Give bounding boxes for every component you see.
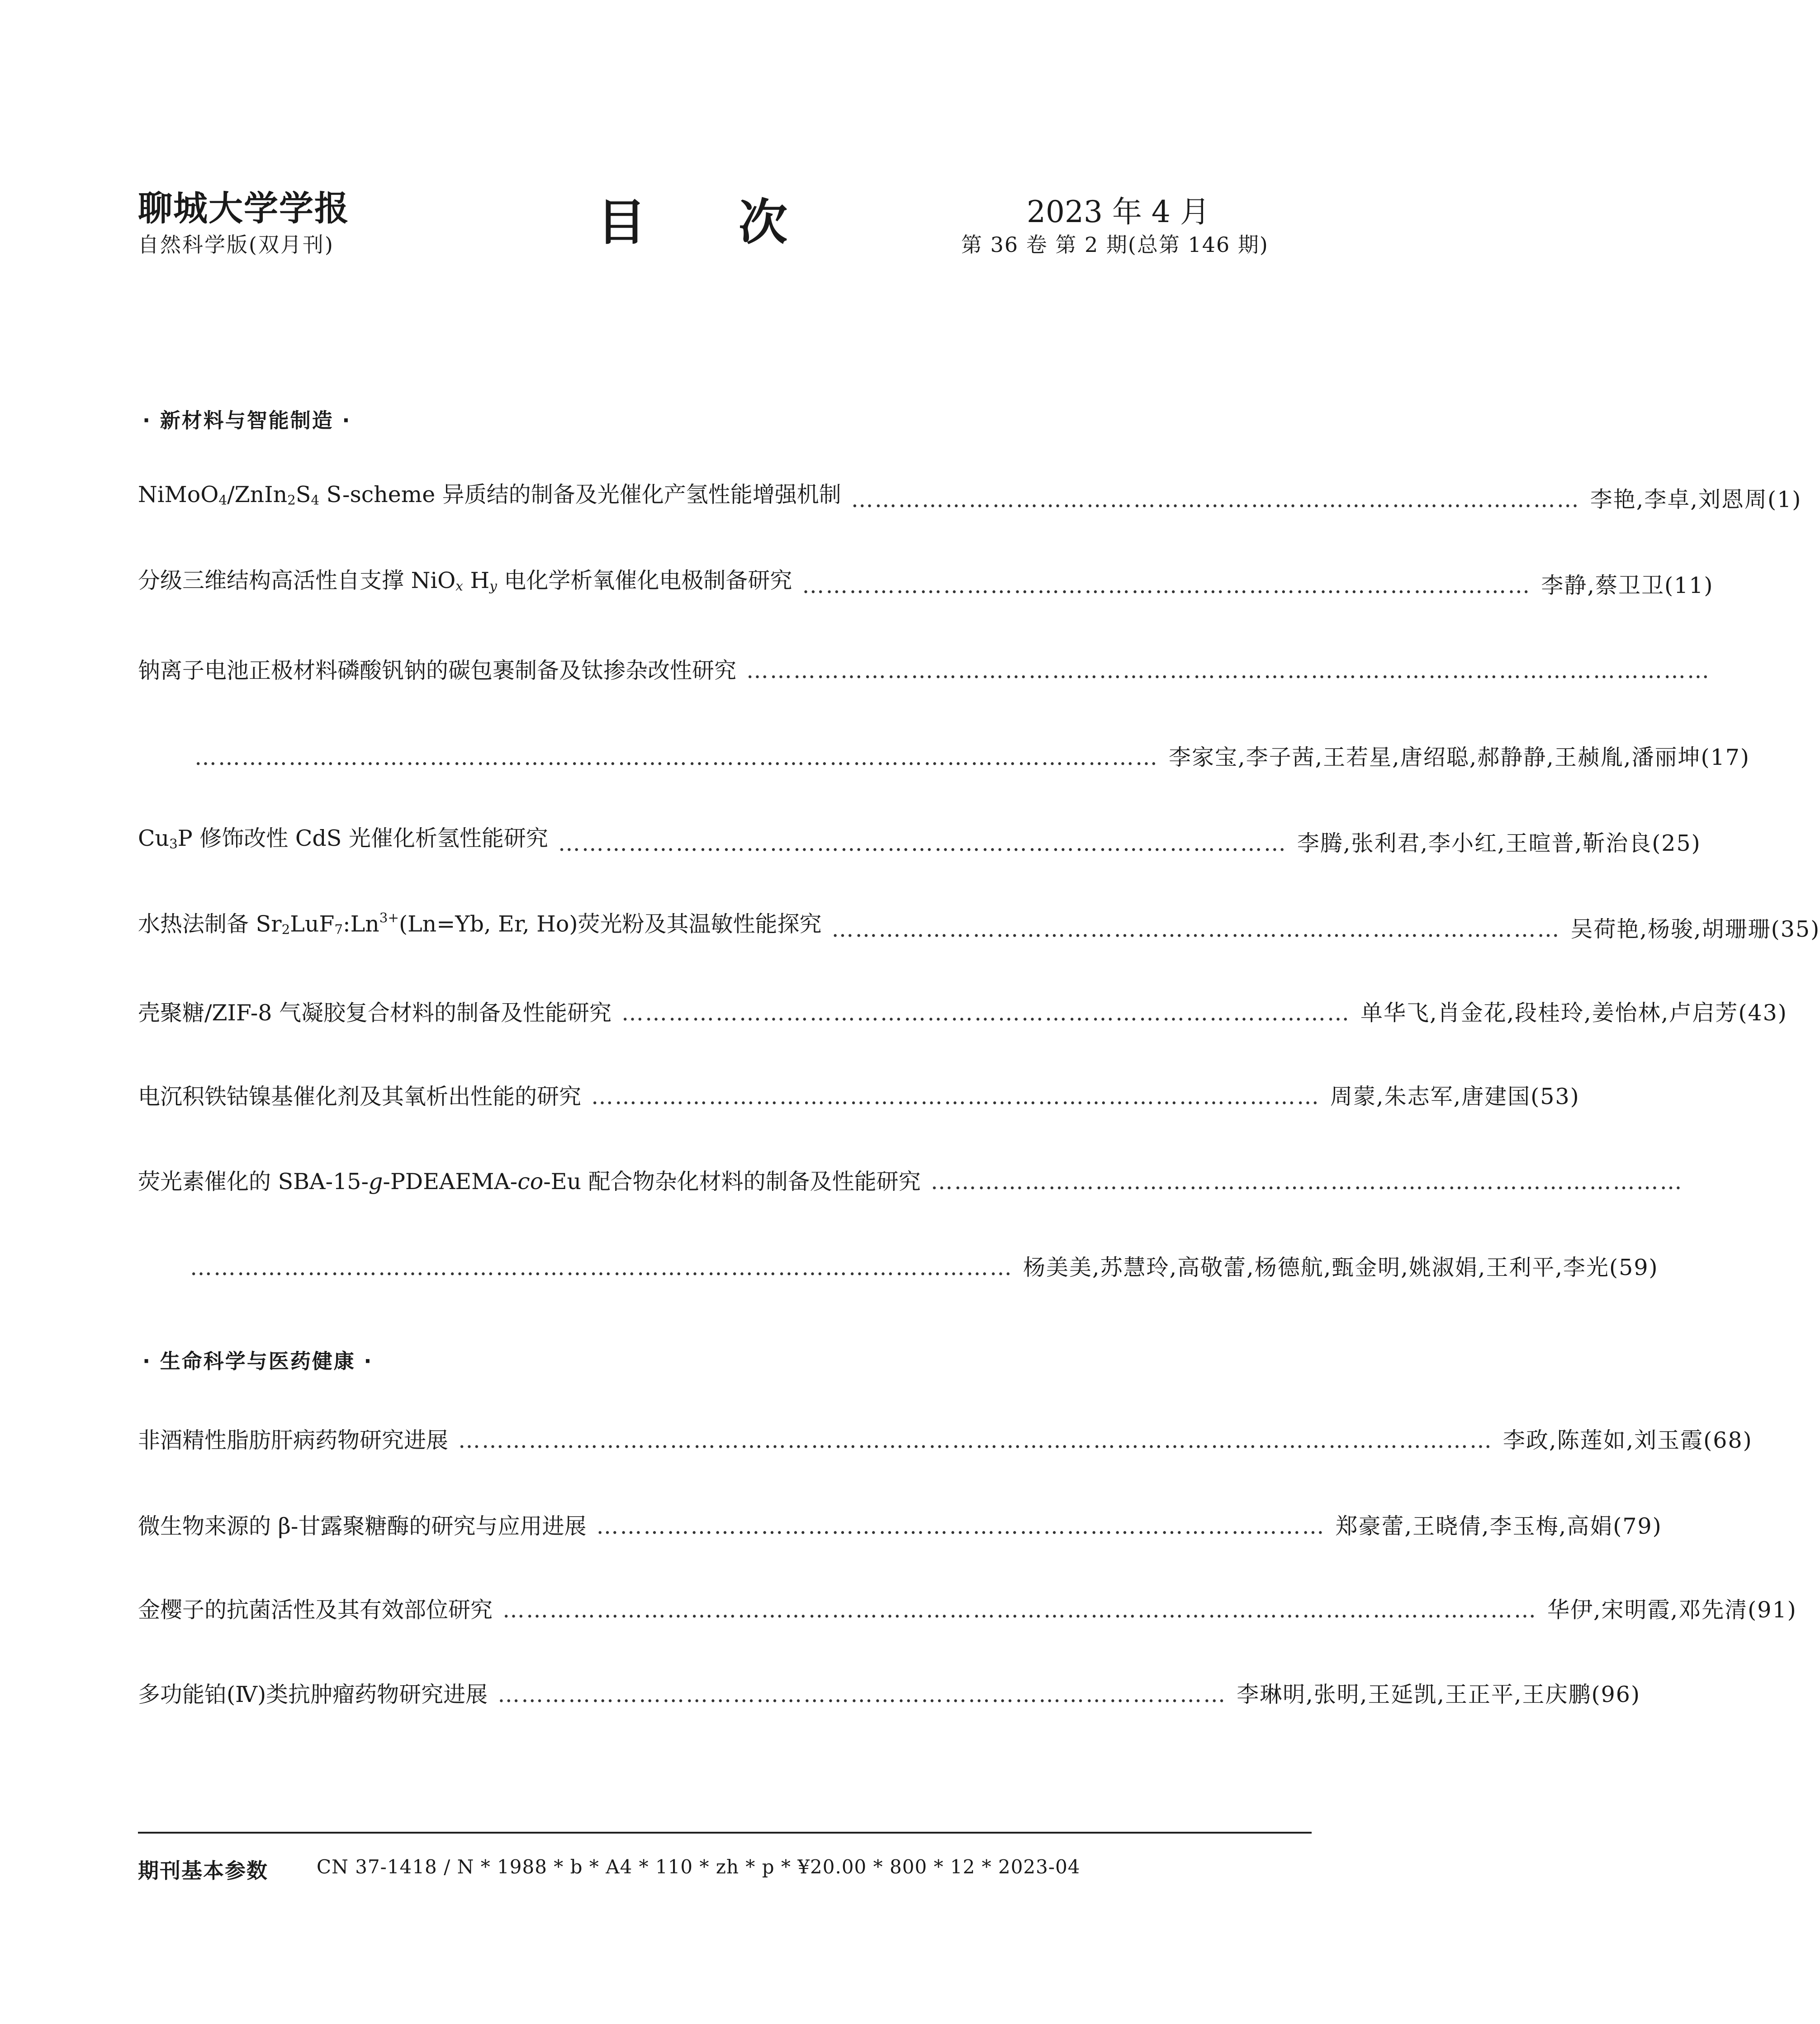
toc-entry[interactable] xyxy=(138,1511,1662,1542)
leader-dots: ………………………………………………………………………………… xyxy=(802,573,1531,598)
toc-entry[interactable] xyxy=(138,1081,1580,1113)
toc-entry[interactable] xyxy=(138,910,1820,945)
article-title[interactable]: $Cu_3P$ 修饰改性 CdS 光催化析氢性能研究 xyxy=(138,825,548,851)
toc-entry[interactable] xyxy=(138,825,1701,859)
footer-divider xyxy=(138,1832,1312,1834)
section-heading: · 新材料与智能制造 · xyxy=(142,408,351,432)
article-authors: 李静,蔡卫卫(11) xyxy=(1541,573,1714,598)
issue-date: 2023 年 4 月 xyxy=(1027,194,1210,229)
article-authors: 单华飞,肖金花,段桂玲,姜怡林,卢启芳(43) xyxy=(1360,1000,1787,1026)
article-authors: 华伊,宋明霞,邓先清(91) xyxy=(1547,1597,1797,1623)
leader-dots: ………………………………………………………………………………… xyxy=(621,1000,1351,1026)
article-title[interactable]: 非酒精性脂肪肝病药物研究进展 xyxy=(138,1427,449,1453)
toc-entry[interactable] xyxy=(138,1594,1797,1626)
leader-dots: …………………………………………………………………………………… xyxy=(930,1169,1683,1194)
leader-dots: ………………………………………………………………………………… xyxy=(591,1084,1321,1109)
article-authors: 郑豪蕾,王晓倩,李玉梅,高娟(79) xyxy=(1335,1513,1662,1539)
toc-entry[interactable] xyxy=(138,567,1714,602)
article-title[interactable]: 水热法制备 $Sr_2LuF_7:Ln^{3+}(Ln=Yb$, Er, Ho)荧光粉及其温敏性能探究 xyxy=(138,910,822,937)
article-title[interactable]: 金樱子的抗菌活性及其有效部位研究 xyxy=(138,1597,493,1623)
article-authors: 李琳明,张明,王延凯,王正平,王庆鹏(96) xyxy=(1237,1682,1641,1707)
leader-dots: …………………………………………………………………………………………………………… xyxy=(746,658,1711,683)
leader-dots: ………………………………………………………………………………… xyxy=(596,1513,1326,1539)
leader-dots: …………………………………………………………………………………………………………… xyxy=(194,744,1159,770)
article-title[interactable]: 多功能铂(Ⅳ)类抗肿瘤药物研究进展 xyxy=(138,1682,488,1707)
toc-entry-continuation xyxy=(190,1252,1659,1284)
leader-dots: ………………………………………………………………………………… xyxy=(558,830,1287,856)
article-title[interactable]: 壳聚糖/ZIF-8 气凝胶复合材料的制备及性能研究 xyxy=(138,1000,612,1026)
issue-volume: 第 36 卷 第 2 期(总第 146 期) xyxy=(961,232,1269,257)
toc-entry[interactable] xyxy=(138,655,1711,687)
leader-dots: …………………………………………………………………………………………………………………… xyxy=(502,1597,1538,1623)
article-title[interactable]: $NiMoO_4/ZnIn_2S_4$ S-scheme 异质结的制备及光催化产氢性能增强机制 xyxy=(138,481,841,507)
leader-dots: …………………………………………………………………………………………………………………… xyxy=(458,1427,1493,1453)
journal-subtitle: 自然科学版(双月刊) xyxy=(138,232,334,257)
article-title[interactable]: 微生物来源的 β-甘露聚糖酶的研究与应用进展 xyxy=(138,1513,587,1539)
article-authors: 李政,陈莲如,刘玉霞(68) xyxy=(1503,1427,1753,1453)
journal-name: 聊城大学学报 xyxy=(138,188,350,228)
article-title[interactable]: 电沉积铁钴镍基催化剂及其氧析出性能的研究 xyxy=(138,1084,582,1109)
leader-dots: …………………………………………………………………………………………… xyxy=(190,1255,1013,1280)
toc-title xyxy=(597,183,787,253)
toc-entry[interactable] xyxy=(138,997,1787,1029)
article-authors: 杨美美,苏慧玲,高敬蕾,杨德航,甄金明,姚淑娟,王利平,李光(59) xyxy=(1023,1255,1659,1280)
leader-dots: ………………………………………………………………………………… xyxy=(851,487,1580,512)
toc-title-char-1: 目 xyxy=(597,194,646,251)
toc-entry[interactable] xyxy=(138,481,1802,516)
article-authors: 吴荷艳,杨骏,胡珊珊(35) xyxy=(1570,916,1820,942)
leader-dots: ………………………………………………………………………………… xyxy=(831,916,1561,942)
toc-entry-continuation xyxy=(194,742,1750,773)
section-heading: · 生命科学与医药健康 · xyxy=(142,1349,373,1373)
article-title[interactable]: 钠离子电池正极材料磷酸钒钠的碳包裹制备及钛掺杂改性研究 xyxy=(138,658,737,683)
article-authors: 李艳,李卓,刘恩周(1) xyxy=(1590,487,1802,512)
article-authors: 周蒙,朱志军,唐建国(53) xyxy=(1330,1084,1580,1109)
article-authors: 李家宝,李子茜,王若星,唐绍聪,郝静静,王赪胤,潘丽坤(17) xyxy=(1169,744,1750,770)
footer-params: CN 37-1418 / N * 1988 * b * A4 * 110 * zh * p * ¥20.00 * 800 * 12 * 2023-04 xyxy=(317,1856,1081,1878)
leader-dots: ………………………………………………………………………………… xyxy=(498,1682,1227,1707)
footer-label: 期刊基本参数 xyxy=(138,1858,268,1883)
toc-entry[interactable] xyxy=(138,1166,1683,1198)
article-title[interactable]: 荧光素催化的 SBA-15-g-PDEAEMA-co-Eu 配合物杂化材料的制备及性能研究 xyxy=(138,1169,921,1194)
toc-title-char-2: 次 xyxy=(739,194,788,251)
toc-entry[interactable] xyxy=(138,1425,1753,1456)
article-authors: 李腾,张利君,李小红,王暄普,靳治良(25) xyxy=(1297,830,1701,856)
toc-entry[interactable] xyxy=(138,1679,1641,1711)
article-title[interactable]: 分级三维结构高活性自支撑 NiO$_x$ $H_y$ 电化学析氧催化电极制备研究 xyxy=(138,567,792,593)
